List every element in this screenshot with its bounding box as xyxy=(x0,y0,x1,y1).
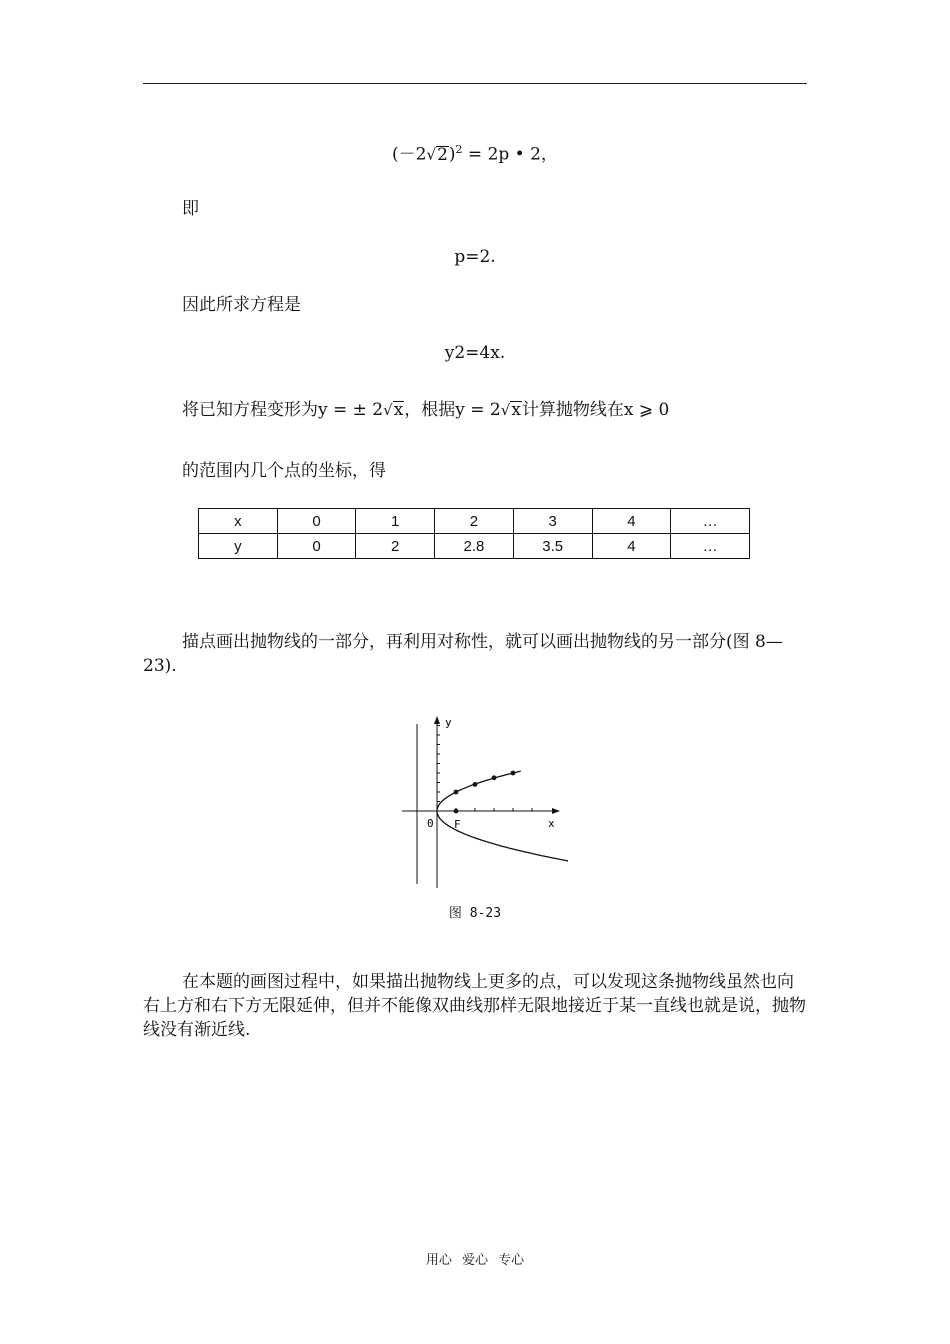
table-cell: 0 xyxy=(277,534,356,559)
table-cell: 3.5 xyxy=(513,534,592,559)
plot-point xyxy=(492,775,497,780)
transform-radicand-1: x xyxy=(393,400,404,420)
parabola-figure xyxy=(398,712,568,896)
plot-point xyxy=(454,790,459,795)
focus-point xyxy=(454,809,459,814)
header-rule xyxy=(143,83,807,84)
parabola-svg xyxy=(398,712,568,892)
focus-label: F xyxy=(454,818,461,831)
table-cell: 4 xyxy=(592,534,671,559)
table-cell: 2 xyxy=(356,534,435,559)
ji-text: 即 xyxy=(182,199,199,219)
x-axis-label: x xyxy=(548,817,555,830)
equation-substitution xyxy=(0,139,950,166)
table-cell: 4 xyxy=(592,509,671,534)
table-cell: 1 xyxy=(356,509,435,534)
sqrt-symbol: √ xyxy=(500,401,511,419)
transform-radicand-2: x xyxy=(511,400,521,420)
page-footer: 用心 爱心 专心 xyxy=(425,1253,525,1268)
closing-paragraph: 在本题的画图过程中，如果描出抛物线上更多的点，可以发现这条抛物线虽然也向右上方和右下方无限延伸，但并不能像双曲线那样无限地接近于某一直线也就是说，抛物线没有渐近线. xyxy=(143,972,806,1040)
table-cell: 0 xyxy=(277,509,356,534)
transform-part3: 计算抛物线在x ⩾ 0 xyxy=(521,400,670,420)
table-cell: 3 xyxy=(513,509,592,534)
table-cell: x xyxy=(199,509,278,534)
axis-ticks xyxy=(437,726,532,812)
sqrt-symbol: √ xyxy=(426,145,437,164)
table-cell: … xyxy=(671,509,750,534)
origin-label: 0 xyxy=(427,817,434,830)
table-cell: y xyxy=(199,534,278,559)
eq1-close: ) xyxy=(448,144,456,165)
transform-line xyxy=(182,399,669,421)
table-cell: … xyxy=(671,534,750,559)
plot-paragraph: 描点画出抛物线的一部分，再利用对称性，就可以画出抛物线的另一部分(图 8—23). xyxy=(143,632,783,676)
y-axis-label: y xyxy=(445,716,452,729)
transform-part1: 将已知方程变形为y = ± 2 xyxy=(182,400,384,420)
y-axis-arrow xyxy=(434,716,440,724)
range-text: 的范围内几个点的坐标，得 xyxy=(182,461,386,481)
eq1-rest: = 2p • 2， xyxy=(462,144,558,165)
eq1-power: 2 xyxy=(455,143,463,156)
plot-point xyxy=(473,782,478,787)
figure-caption: 图 8-23 xyxy=(448,906,502,921)
table-row xyxy=(199,534,750,559)
table-cell: 2 xyxy=(435,509,514,534)
table-row xyxy=(199,509,750,534)
coordinate-table xyxy=(198,508,750,559)
x-axis-arrow xyxy=(552,808,560,814)
eq1-radicand: 2 xyxy=(437,144,448,165)
therefore-text: 因此所求方程是 xyxy=(182,295,301,315)
p-value: p=2. xyxy=(454,247,496,267)
plot-point xyxy=(511,771,516,776)
result-equation: y2=4x. xyxy=(444,343,506,363)
eq1-open: (－2 xyxy=(392,144,427,165)
transform-part2: ，根据y = 2 xyxy=(404,400,501,420)
table-cell: 2.8 xyxy=(435,534,514,559)
sqrt-symbol: √ xyxy=(383,401,393,419)
